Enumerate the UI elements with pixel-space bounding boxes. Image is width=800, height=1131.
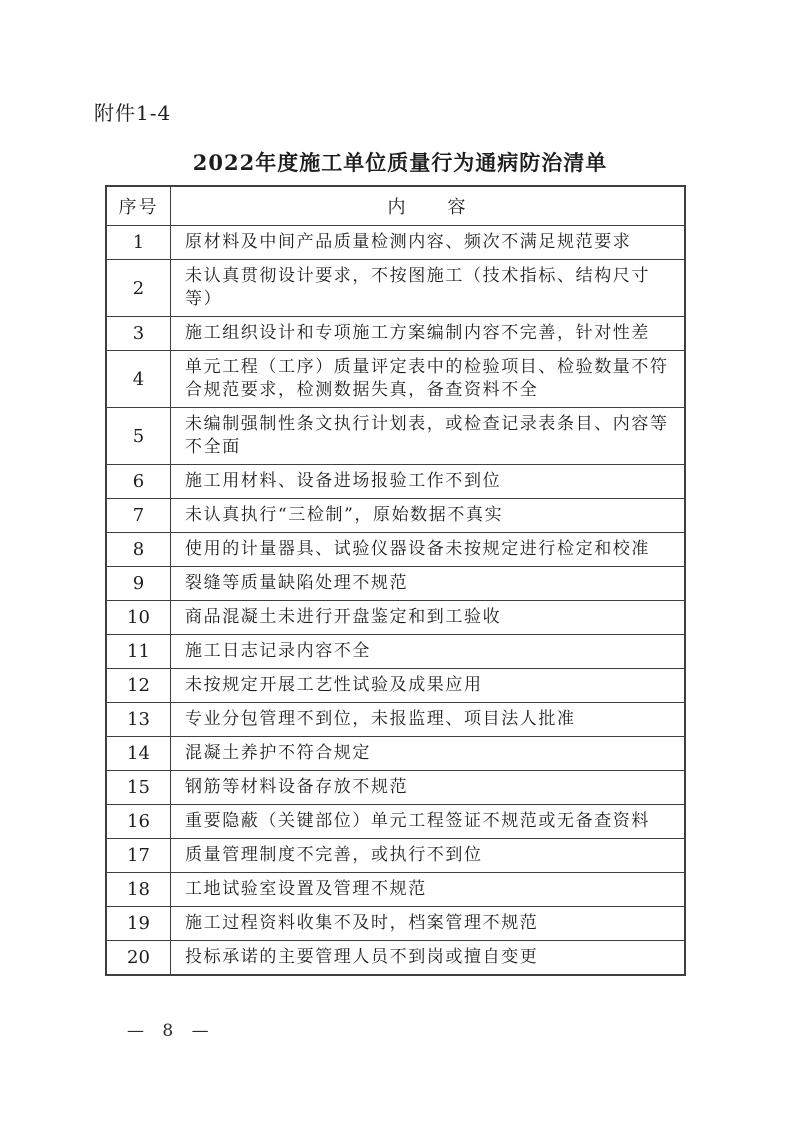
row-content: 未编制强制性条文执行计划表，或检查记录表条目、内容等不全面 <box>171 408 686 465</box>
table-row <box>106 771 685 805</box>
table-row <box>106 703 685 737</box>
table-row <box>106 260 685 317</box>
row-content: 质量管理制度不完善，或执行不到位 <box>171 839 686 873</box>
page-title: 2022年度施工单位质量行为通病防治清单 <box>192 150 608 175</box>
header-row <box>106 186 685 226</box>
row-index: 18 <box>106 873 171 907</box>
header-cell-index: 序号 <box>106 186 171 226</box>
row-content: 投标承诺的主要管理人员不到岗或擅自变更 <box>171 941 686 976</box>
row-content: 原材料及中间产品质量检测内容、频次不满足规范要求 <box>171 226 686 260</box>
row-index: 8 <box>106 533 171 567</box>
table-row <box>106 465 685 499</box>
row-content: 裂缝等质量缺陷处理不规范 <box>171 567 686 601</box>
table-row <box>106 408 685 465</box>
row-content: 施工用材料、设备进场报验工作不到位 <box>171 465 686 499</box>
row-index: 13 <box>106 703 171 737</box>
row-content: 工地试验室设置及管理不规范 <box>171 873 686 907</box>
row-index: 5 <box>106 408 171 465</box>
table-row <box>106 839 685 873</box>
row-index: 10 <box>106 601 171 635</box>
row-content: 钢筋等材料设备存放不规范 <box>171 771 686 805</box>
defect-list-table <box>105 185 686 976</box>
table-row <box>106 533 685 567</box>
table-row <box>106 567 685 601</box>
row-content: 施工组织设计和专项施工方案编制内容不完善，针对性差 <box>171 317 686 351</box>
row-index: 9 <box>106 567 171 601</box>
row-content: 重要隐蔽（关键部位）单元工程签证不规范或无备查资料 <box>171 805 686 839</box>
row-content: 专业分包管理不到位，未报监理、项目法人批准 <box>171 703 686 737</box>
table-row <box>106 226 685 260</box>
row-content: 使用的计量器具、试验仪器设备未按规定进行检定和校准 <box>171 533 686 567</box>
row-index: 12 <box>106 669 171 703</box>
row-content: 商品混凝土未进行开盘鉴定和到工验收 <box>171 601 686 635</box>
row-content: 单元工程（工序）质量评定表中的检验项目、检验数量不符合规范要求，检测数据失真，备查资料不全 <box>171 351 686 408</box>
table-body <box>106 226 685 976</box>
header-cell-content: 内 容 <box>171 186 686 226</box>
table-row <box>106 317 685 351</box>
row-index: 17 <box>106 839 171 873</box>
row-index: 16 <box>106 805 171 839</box>
attachment-label: 附件1-4 <box>94 101 172 125</box>
row-content: 施工日志记录内容不全 <box>171 635 686 669</box>
table-row <box>106 499 685 533</box>
row-index: 11 <box>106 635 171 669</box>
table-row <box>106 635 685 669</box>
row-content: 未按规定开展工艺性试验及成果应用 <box>171 669 686 703</box>
row-index: 14 <box>106 737 171 771</box>
table-row <box>106 873 685 907</box>
row-index: 15 <box>106 771 171 805</box>
table-row <box>106 941 685 976</box>
row-index: 7 <box>106 499 171 533</box>
row-content: 施工过程资料收集不及时，档案管理不规范 <box>171 907 686 941</box>
row-content: 未认真执行“三检制”，原始数据不真实 <box>171 499 686 533</box>
table-row <box>106 669 685 703</box>
table-row <box>106 805 685 839</box>
page-number: — 8 — <box>127 1021 211 1041</box>
row-index: 20 <box>106 941 171 976</box>
table-row <box>106 601 685 635</box>
row-content: 混凝土养护不符合规定 <box>171 737 686 771</box>
row-index: 3 <box>106 317 171 351</box>
row-index: 6 <box>106 465 171 499</box>
table-row <box>106 737 685 771</box>
row-index: 1 <box>106 226 171 260</box>
table-header <box>106 186 685 226</box>
row-index: 2 <box>106 260 171 317</box>
row-index: 4 <box>106 351 171 408</box>
table-row <box>106 907 685 941</box>
table-row <box>106 351 685 408</box>
row-content: 未认真贯彻设计要求，不按图施工（技术指标、结构尺寸等） <box>171 260 686 317</box>
row-index: 19 <box>106 907 171 941</box>
